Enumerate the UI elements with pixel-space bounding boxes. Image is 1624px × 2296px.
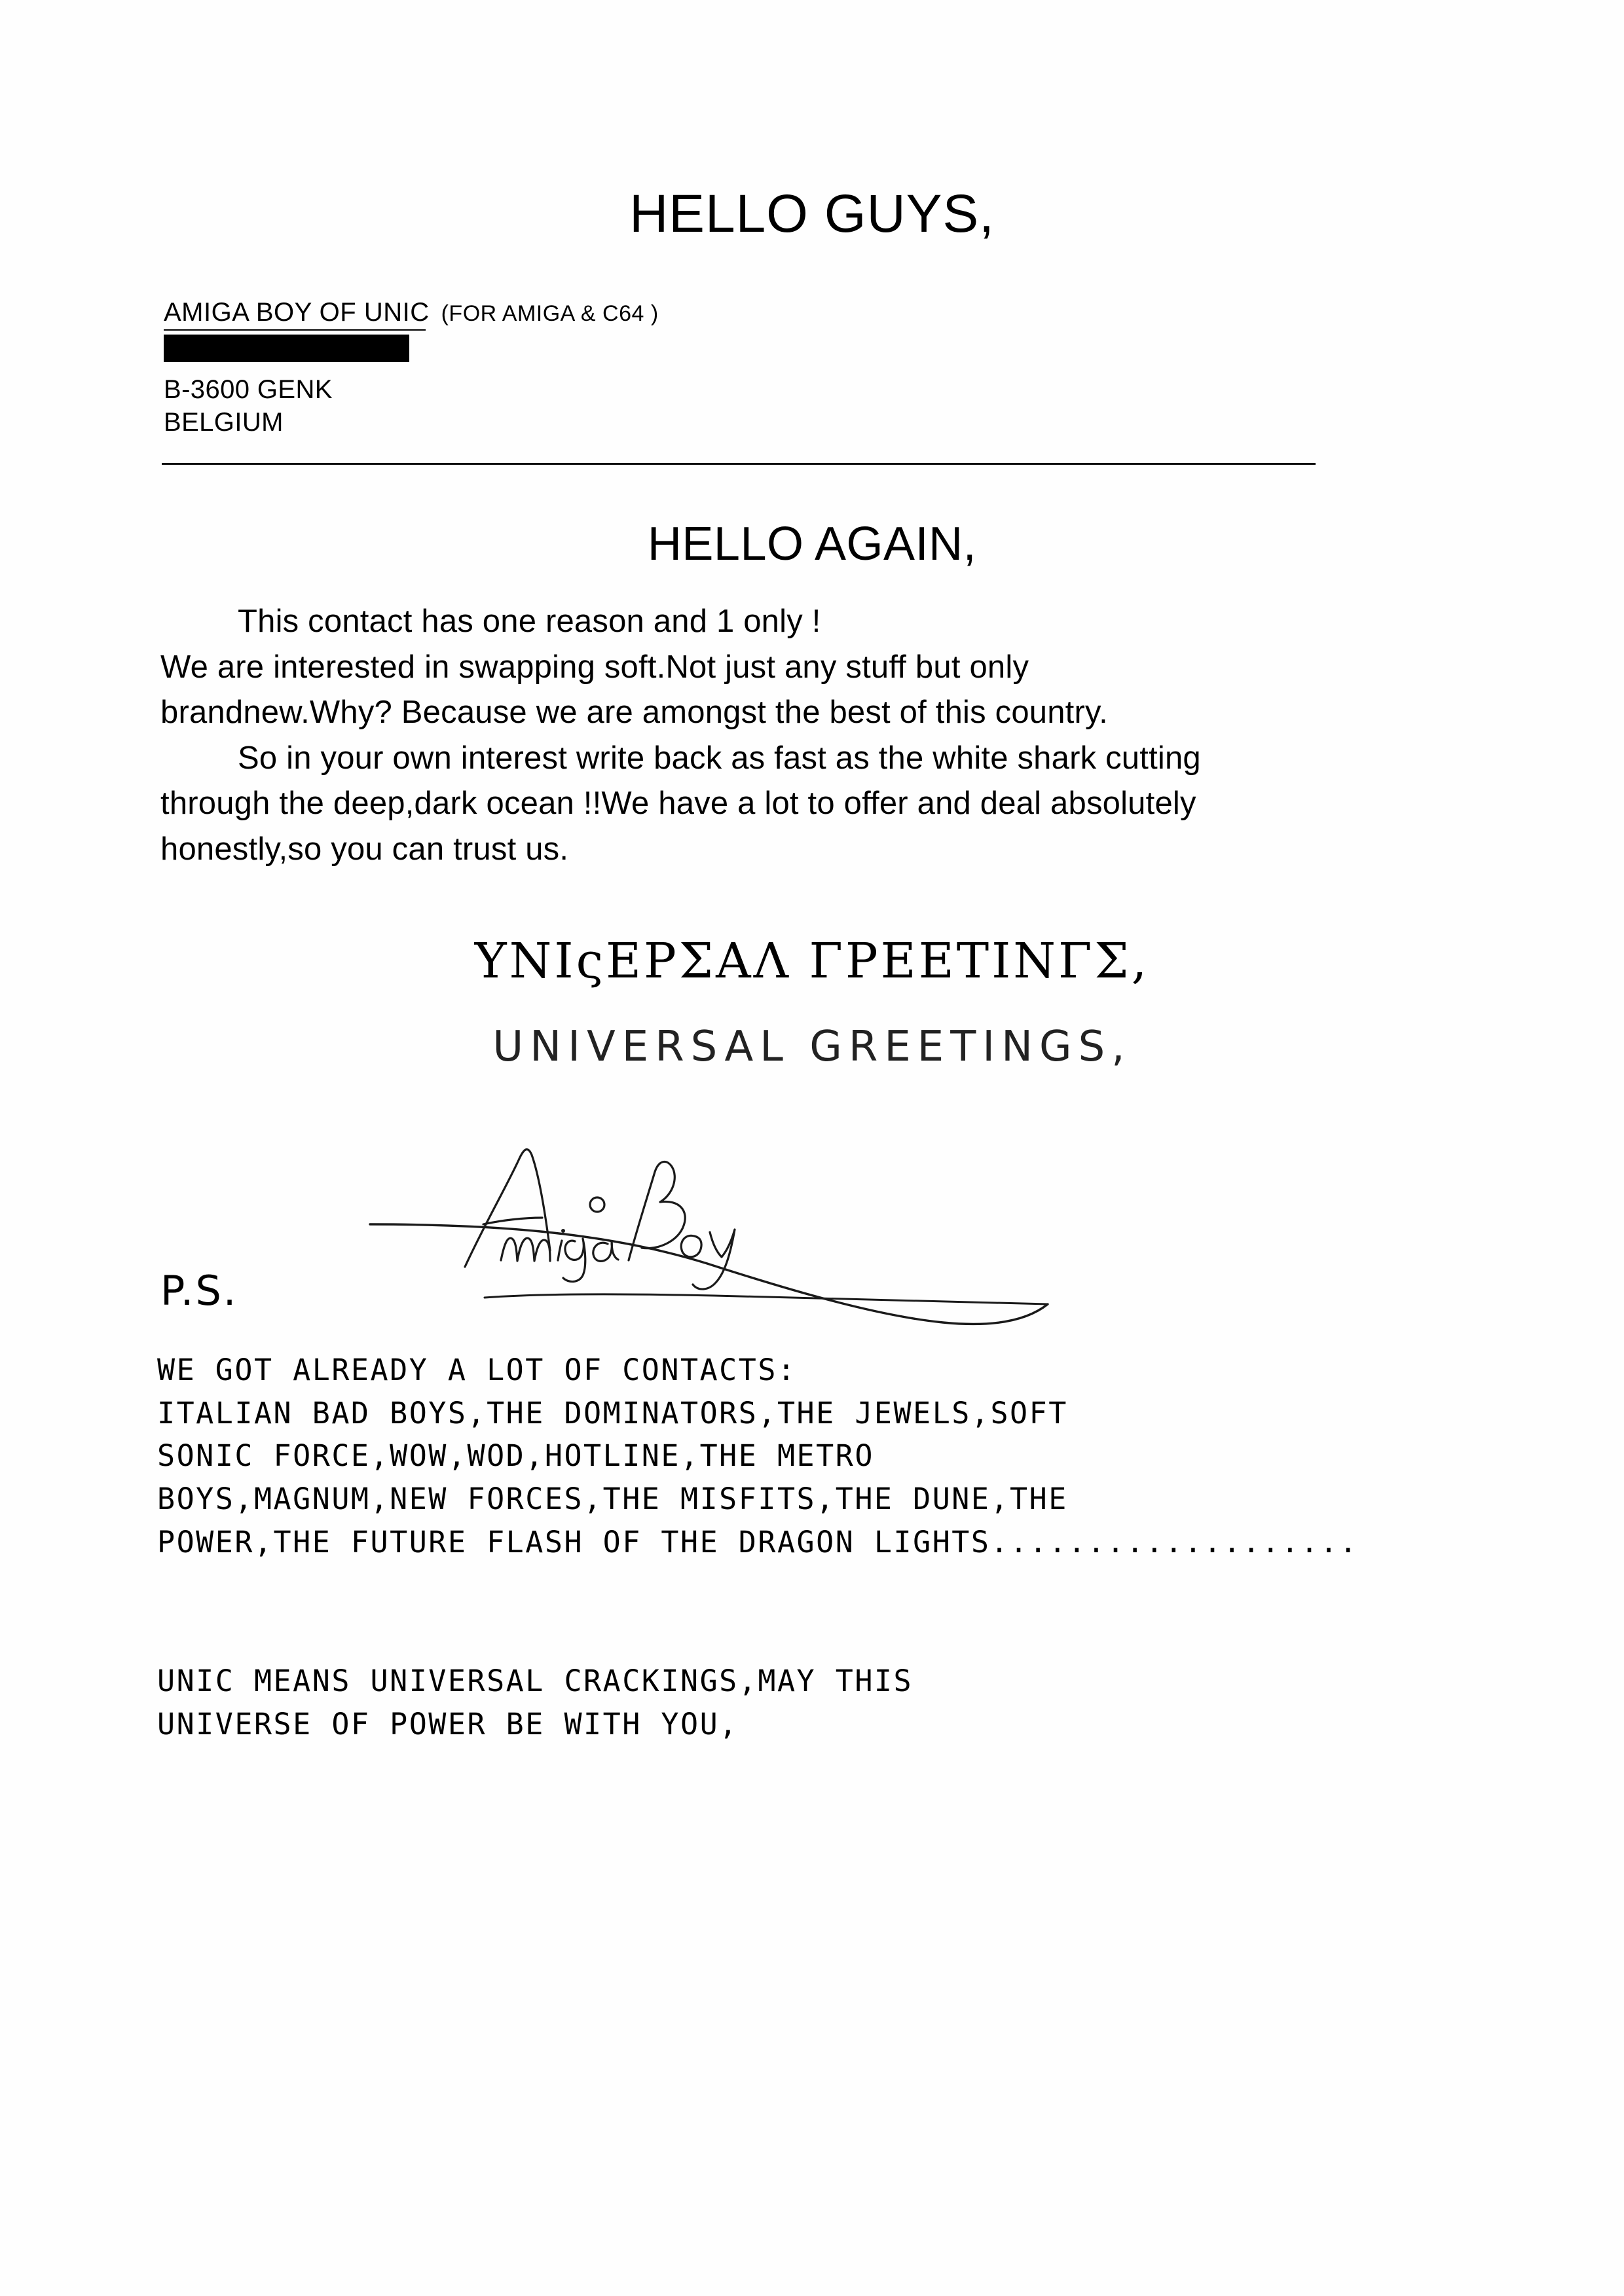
sender-block — [164, 298, 1408, 439]
contacts-line: ITALIAN BAD BOYS,THE DOMINATORS,THE JEWELS,SOFT — [157, 1395, 1068, 1430]
contacts-line: BOYS,MAGNUM,NEW FORCES,THE MISFITS,THE DUNE,THE — [157, 1482, 1068, 1517]
closing-line: UNIC MEANS UNIVERSAL CRACKINGS,MAY THIS — [157, 1664, 913, 1698]
sender-address — [164, 374, 1408, 439]
closing-line: UNIVERSE OF POWER BE WITH YOU, — [157, 1706, 739, 1741]
sender-name-line — [164, 298, 1408, 327]
greek-greeting-text: ΥΝΙςΕΡΣΑΛ ΓΡΕΕΤΙΝΓΣ, — [474, 933, 1150, 989]
postscript-closing — [157, 1660, 1545, 1745]
sender-name: AMIGA BOY OF UNIC — [164, 298, 430, 327]
body-line — [160, 736, 1464, 782]
contacts-line: SONIC FORCE,WOW,WOD,HOTLINE,THE METRO — [157, 1438, 874, 1474]
sender-platforms: (FOR AMIGA & C64 ) — [441, 301, 659, 326]
salutation-heading: HELLO AGAIN, — [647, 518, 977, 570]
contacts-line: POWER,THE FUTURE FLASH OF THE DRAGON LIGHTS................... — [157, 1524, 1359, 1559]
body-line-text: So in your own interest write back as fast as the white shark cutting — [238, 740, 1201, 776]
sender-name-underline — [164, 329, 426, 331]
sender-city: B-3600 GENK — [164, 375, 333, 404]
body-line: through the deep,dark ocean !!We have a lot to offer and deal absolutely — [160, 786, 1196, 822]
horizontal-divider — [162, 463, 1316, 465]
letter-body — [160, 599, 1464, 872]
body-line: honestly,so you can trust us. — [160, 831, 569, 867]
page-title: HELLO GUYS, — [629, 184, 995, 244]
contacts-line: WE GOT ALREADY A LOT OF CONTACTS: — [157, 1353, 797, 1387]
redacted-address-bar — [164, 335, 409, 362]
postscript-contacts — [157, 1349, 1545, 1563]
body-line: brandnew.Why? Because we are amongst the best of this country. — [160, 695, 1108, 731]
sender-country: BELGIUM — [164, 407, 284, 437]
postscript-label: P.S. — [160, 1267, 238, 1315]
latin-greeting-text: UNIVERSAL GREETINGS, — [492, 1023, 1132, 1071]
body-line-text: This contact has one reason and 1 only ! — [238, 604, 821, 639]
body-line: We are interested in swapping soft.Not just any stuff but only — [160, 649, 1029, 685]
handwritten-signature — [367, 1126, 1153, 1362]
body-line — [160, 599, 1464, 645]
